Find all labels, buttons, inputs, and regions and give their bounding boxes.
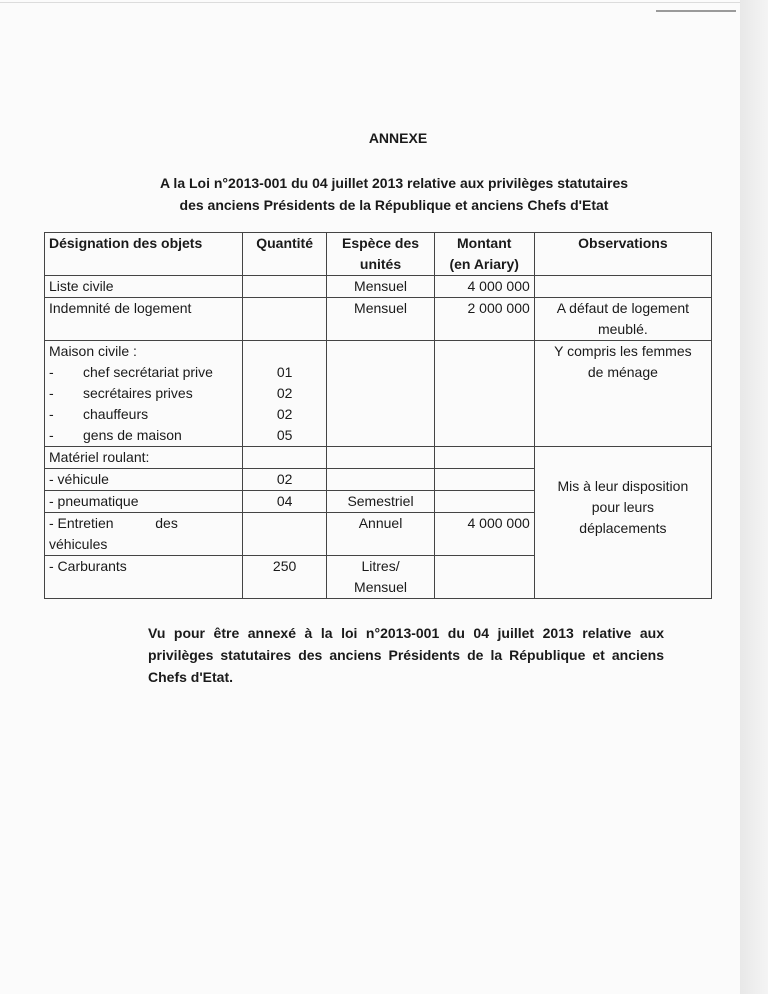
row-vehicule-label: - véhicule	[45, 469, 243, 491]
row-pneumatique-qty: 04	[242, 491, 327, 513]
footer-paragraph: Vu pour être annexé à la loi n°2013-001 du 04 juillet 2013 relative aux privilèges statutaires des anciens Présidents de la République et anciens Chefs d'Etat.	[148, 625, 664, 685]
row-materiel-roulant-obs	[534, 447, 711, 599]
row-materiel-roulant-qty	[242, 447, 327, 469]
row-vehicule-qty: 02	[242, 469, 327, 491]
row-indemnite-unit: Mensuel	[327, 298, 434, 341]
obs-line: Mis à leur disposition	[557, 478, 689, 494]
header-quantite: Quantité	[242, 233, 327, 276]
header-espece-line-1: Espèce des	[341, 235, 420, 251]
row-maison-civile-label	[45, 341, 243, 447]
row-materiel-roulant-unit	[327, 447, 434, 469]
scan-mark	[656, 10, 736, 12]
row-vehicule-amount	[434, 469, 534, 491]
row-pneumatique-label: - pneumatique	[45, 491, 243, 513]
obs-line: A défaut de logement	[556, 300, 690, 316]
header-montant-line-1: Montant	[456, 235, 512, 251]
list-item: - chef secrétariat prive	[49, 364, 213, 380]
row-entretien-amount: 4 000 000	[434, 513, 534, 556]
qty-value: 02	[276, 385, 293, 401]
row-maison-civile-unit	[327, 341, 434, 447]
row-maison-civile-qty	[242, 341, 327, 447]
obs-line: déplacements	[579, 520, 667, 536]
row-indemnite-qty	[242, 298, 327, 341]
subtitle-line-2: des anciens Présidents de la République et anciens Chefs d'Etat	[179, 197, 609, 213]
header-espece-line-2: unités	[359, 256, 402, 272]
row-entretien-label	[45, 513, 243, 556]
row-pneumatique-unit: Semestriel	[327, 491, 434, 513]
maison-civile-title: Maison civile :	[49, 343, 137, 359]
header-montant	[434, 233, 534, 276]
obs-line: de ménage	[587, 364, 658, 380]
obs-line: pour leurs	[591, 499, 655, 515]
row-liste-civile-qty	[242, 276, 327, 298]
scan-edge-line	[0, 2, 740, 3]
row-entretien-qty	[242, 513, 327, 556]
header-espece	[327, 233, 434, 276]
row-indemnite-amount: 2 000 000	[434, 298, 534, 341]
obs-line: Y compris les femmes	[554, 343, 692, 359]
row-maison-civile-amount	[434, 341, 534, 447]
table-row	[45, 276, 712, 298]
row-vehicule-unit	[327, 469, 434, 491]
entretien-label-3: véhicules	[49, 536, 108, 552]
privileges-table	[44, 232, 712, 599]
row-indemnite-obs	[534, 298, 711, 341]
table-row	[45, 447, 712, 469]
row-pneumatique-amount	[434, 491, 534, 513]
table-row	[45, 341, 712, 447]
list-item: - chauffeurs	[49, 406, 149, 422]
header-observations: Observations	[534, 233, 711, 276]
row-liste-civile-obs	[534, 276, 711, 298]
list-item: - secrétaires prives	[49, 385, 193, 401]
row-entretien-unit: Annuel	[327, 513, 434, 556]
entretien-label-1: - Entretien	[49, 515, 114, 531]
qty-value: 05	[276, 427, 293, 443]
unit-line: Litres/	[361, 558, 400, 574]
row-materiel-roulant-label: Matériel roulant:	[45, 447, 243, 469]
table-row	[45, 298, 712, 341]
document-subtitle	[120, 172, 668, 216]
qty-value: 02	[276, 406, 293, 422]
list-item: - gens de maison	[49, 427, 182, 443]
row-carburants-amount	[434, 556, 534, 599]
row-carburants-unit	[327, 556, 434, 599]
row-carburants-label: - Carburants	[45, 556, 243, 599]
unit-line: Mensuel	[354, 579, 407, 595]
row-carburants-qty: 250	[242, 556, 327, 599]
scan-page-edge	[740, 0, 768, 994]
table-header-row	[45, 233, 712, 276]
row-liste-civile-unit: Mensuel	[327, 276, 434, 298]
row-indemnite-label: Indemnité de logement	[45, 298, 243, 341]
header-designation: Désignation des objets	[45, 233, 243, 276]
subtitle-line-1: A la Loi n°2013-001 du 04 juillet 2013 relative aux privilèges statutaires	[159, 175, 629, 191]
row-materiel-roulant-amount	[434, 447, 534, 469]
qty-value: 01	[276, 364, 293, 380]
obs-line: meublé.	[597, 321, 648, 337]
entretien-label-2: des	[155, 515, 178, 531]
row-maison-civile-obs	[534, 341, 711, 447]
row-liste-civile-label: Liste civile	[45, 276, 243, 298]
document-heading: ANNEXE	[368, 130, 428, 146]
header-montant-line-2: (en Ariary)	[449, 256, 519, 272]
row-liste-civile-amount: 4 000 000	[434, 276, 534, 298]
